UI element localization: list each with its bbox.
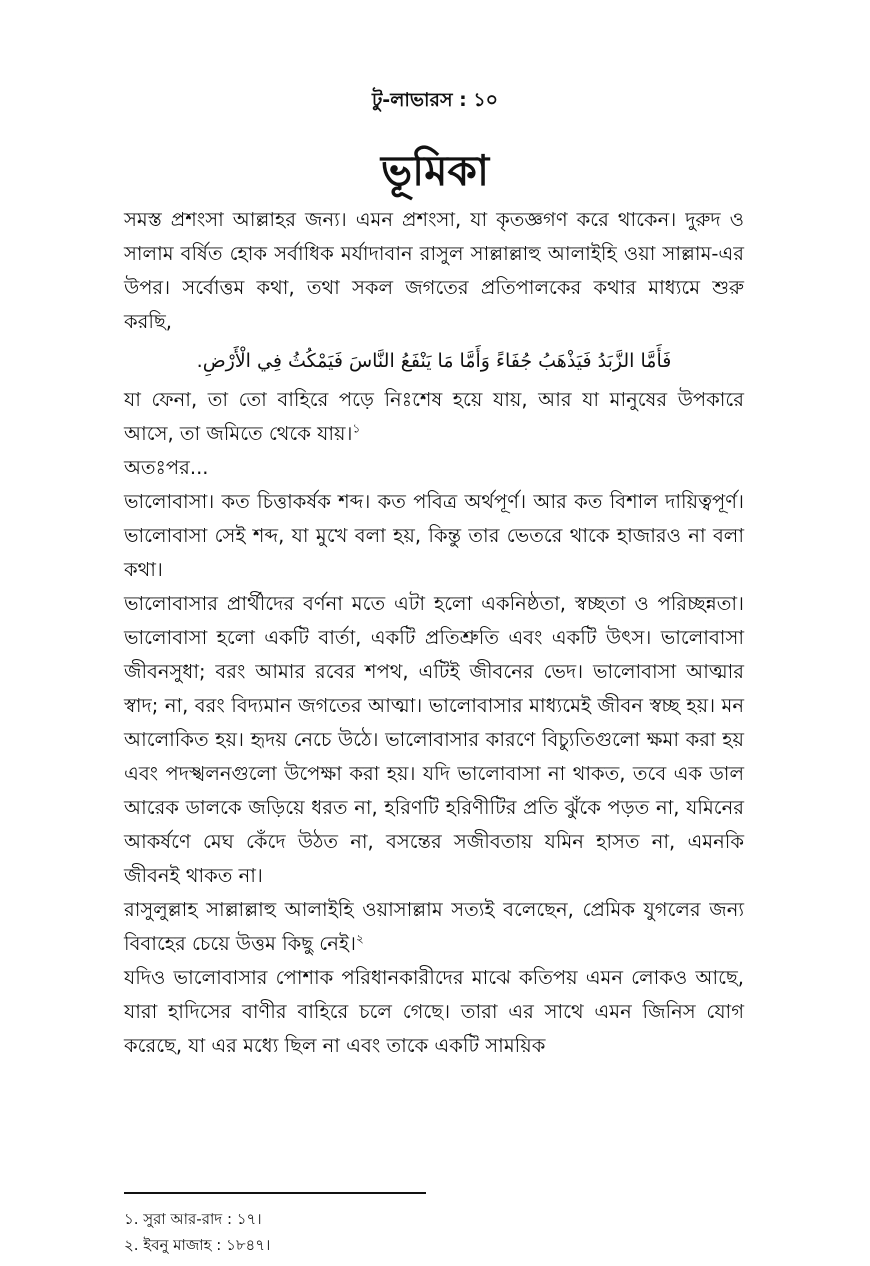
- body-text: [124, 203, 744, 1063]
- paragraph-opening: সমস্ত প্রশংসা আল্লাহর জন্য। এমন প্রশংসা, যা কৃতজ্ঞগণ করে থাকেন। দুরুদ ও সালাম বর্ষিত হোক সর্বাধিক মর্যাদাবান রাসুল সাল্লাল্লাহু আলাইহি ওয়া সাল্লাম-এর উপর। সর্বোত্তম কথা, তথা সকল জগতের প্রতিপালকের কথার মাধ্যমে শুরু করছি,: [124, 208, 744, 333]
- translation-text: যা ফেনা, তা তো বাহিরে পড়ে নিঃশেষ হয়ে যায়, আর যা মানুষের উপকারে আসে, তা জমিতে থেকে যায়।: [124, 388, 744, 445]
- paragraph-translation: [124, 383, 744, 451]
- paragraph-continuation: যদিও ভালোবাসার পোশাক পরিধানকারীদের মাঝে কতিপয় এমন লোকও আছে, যারা হাদিসের বাণীর বাহিরে চলে গেছে। তারা এর সাথে এমন জিনিস যোগ করেছে, যা এর মধ্যে ছিল না এবং তাকে একটি সাময়িক: [124, 966, 744, 1057]
- footnote-ref-1[interactable]: ১: [352, 421, 361, 436]
- paragraph-hadith: [124, 893, 744, 961]
- footnote-2: ২. ইবনু মাজাহ : ১৮৪৭।: [124, 1236, 271, 1254]
- chapter-title: ভূমিকা: [380, 146, 490, 195]
- arabic-verse: فَأَمَّا الزَّبَدُ فَيَذْهَبُ جُفَاءً وَأَمَّا مَا يَنْفَعُ النَّاسَ فَيَمْكُثُ فِي الْأَرْضِ.: [196, 350, 672, 372]
- running-header: টু-লাভারস : ১০: [371, 89, 499, 111]
- footnote-divider: [124, 1192, 426, 1194]
- paragraph-thereafter: অতঃপর...: [124, 456, 209, 479]
- footnote-1: ১. সুরা আর-রাদ : ১৭।: [124, 1210, 262, 1228]
- footnotes: [124, 1206, 744, 1258]
- paragraph-love-description: ভালোবাসার প্রার্থীদের বর্ণনা মতে এটা হলো একনিষ্ঠতা, স্বচ্ছতা ও পরিচ্ছন্নতা। ভালোবাসা হলো একটি বার্তা, একটি প্রতিশ্রুতি এবং একটি উৎস। ভালোবাসা জীবনসুধা; বরং আমার রবের শপথ, এটিই জীবনের ভেদ। ভালোবাসা আত্মার স্বাদ; না, বরং বিদ্যমান জগতের আত্মা। ভালোবাসার মাধ্যমেই জীবন স্বচ্ছ হয়। মন আলোকিত হয়। হৃদয় নেচে উঠে। ভালোবাসার কারণে বিচ্যুতিগুলো ক্ষমা করা হয় এবং পদস্খলনগুলো উপেক্ষা করা হয়। যদি ভালোবাসা না থাকত, তবে এক ডাল আরেক ডালকে জড়িয়ে ধরত না, হরিণটি হরিণীটির প্রতি ঝুঁকে পড়ত না, যমিনের আকর্ষণে মেঘ কেঁদে উঠত না, বসন্তের সজীবতায় যমিন হাসত না, এমনকি জীবনই থাকত না।: [124, 592, 744, 887]
- footnote-ref-2[interactable]: ২: [355, 931, 364, 946]
- hadith-text: রাসুলুল্লাহ সাল্লাল্লাহু আলাইহি ওয়াসাল্লাম সত্যই বলেছেন, প্রেমিক যুগলের জন্য বিবাহের চেয়ে উত্তম কিছু নেই।: [124, 898, 744, 955]
- paragraph-love-word: ভালোবাসা। কত চিত্তাকর্ষক শব্দ। কত পবিত্র অর্থপূর্ণ। আর কত বিশাল দায়িত্বপূর্ণ। ভালোবাসা সেই শব্দ, যা মুখে বলা হয়, কিন্তু তার ভেতরে থাকে হাজারও না বলা কথা।: [124, 490, 744, 581]
